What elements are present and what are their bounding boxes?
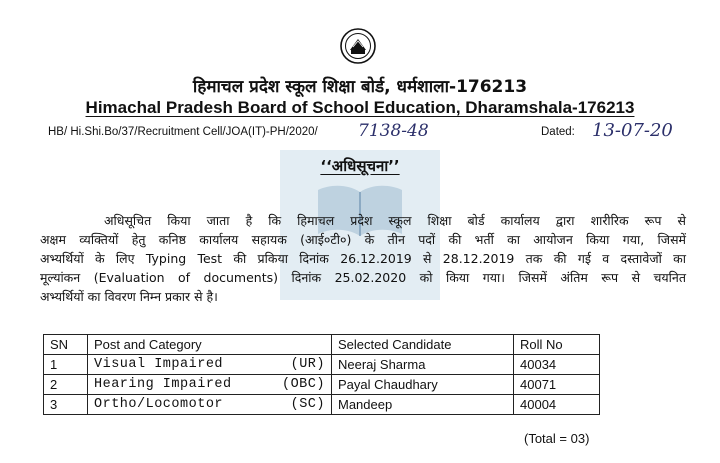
body-line: अधिसूचित किया जाता है कि हिमाचल प्रदेश स्कूल शिक्षा बोर्ड कार्यालय द्वारा शारीरिक रूप से — [104, 213, 686, 228]
handwritten-date: 13-07-20 — [592, 120, 673, 141]
post-name: Ortho/Locomotor — [94, 397, 224, 412]
selected-candidates-table — [43, 334, 600, 415]
board-emblem-icon — [340, 28, 376, 64]
dated-label: Dated: — [541, 126, 575, 138]
header-post-category: Post and Category — [88, 335, 332, 355]
cell-candidate: Payal Chaudhary — [332, 375, 514, 395]
handwritten-dispatch-number: 7138-48 — [358, 121, 429, 141]
notification-body — [40, 211, 686, 306]
post-category: (SC) — [290, 397, 325, 412]
header-sn: SN — [44, 335, 88, 355]
post-name: Hearing Impaired — [94, 377, 232, 392]
total-count: (Total = 03) — [524, 431, 590, 446]
cell-candidate: Mandeep — [332, 395, 514, 415]
cell-post — [88, 395, 332, 415]
board-title-hindi: हिमाचल प्रदेश स्कूल शिक्षा बोर्ड, धर्मशाला-176213 — [192, 77, 528, 97]
table-row — [44, 395, 600, 415]
cell-sn: 3 — [44, 395, 88, 415]
header-roll-no: Roll No — [514, 335, 600, 355]
cell-sn: 1 — [44, 355, 88, 375]
cell-post — [88, 375, 332, 395]
table-header-row — [44, 335, 600, 355]
board-title-english: Himachal Pradesh Board of School Education, Dharamshala-176213 — [85, 98, 635, 117]
body-line: मूल्यांकन (Evaluation of documents) दिनांक 25.02.2020 को किया गया। जिसमें अंतिम रूप से चयनित — [40, 270, 686, 285]
table-row — [44, 375, 600, 395]
cell-candidate: Neeraj Sharma — [332, 355, 514, 375]
cell-sn: 2 — [44, 375, 88, 395]
post-category: (UR) — [290, 357, 325, 372]
cell-roll: 40034 — [514, 355, 600, 375]
cell-roll: 40004 — [514, 395, 600, 415]
reference-number: HB/ Hi.Shi.Bo/37/Recruitment Cell/JOA(IT)-PH/2020/ — [48, 126, 318, 138]
body-line: अक्षम व्यक्तियों हेतु कनिष्ठ कार्यालय सहायक (आई०टी०) के तीन पदों की भर्ती का आयोजन किया गया, जिसमें — [40, 232, 686, 247]
body-line: अभ्यर्थियों के लिए Typing Test की प्रकिया दिनांक 26.12.2019 से 28.12.2019 तक की गई व दस्तावेजों का — [40, 251, 686, 266]
post-name: Visual Impaired — [94, 357, 224, 372]
cell-roll: 40071 — [514, 375, 600, 395]
header-selected-candidate: Selected Candidate — [332, 335, 514, 355]
notification-heading: ‘‘अधिसूचना’’ — [320, 157, 400, 175]
table-row — [44, 355, 600, 375]
body-line: अभ्यर्थियों का विवरण निम्न प्रकार से है। — [40, 289, 218, 304]
post-category: (OBC) — [281, 377, 325, 392]
cell-post — [88, 355, 332, 375]
